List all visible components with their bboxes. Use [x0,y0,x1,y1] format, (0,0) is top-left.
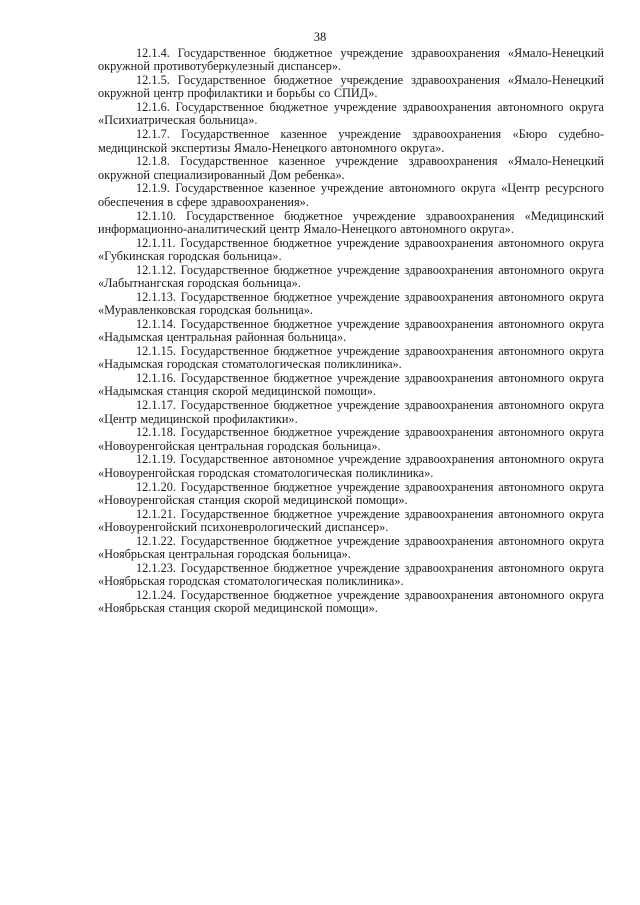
document-body [98,47,604,616]
list-item-12-1-24: 12.1.24. Государственное бюджетное учреждение здравоохранения автономного округа «Ноябрьская станция скорой медицинской помощи». [98,587,604,616]
list-item-12-1-14: 12.1.14. Государственное бюджетное учреждение здравоохранения автономного округа «Надымская центральная районная больница». [98,316,604,345]
list-item-12-1-11: 12.1.11. Государственное бюджетное учреждение здравоохранения автономного округа «Губкинская городская больница». [98,235,604,263]
list-item-12-1-13: 12.1.13. Государственное бюджетное учреждение здравоохранения автономного округа «Муравленковская городская больница». [98,289,604,318]
list-item-12-1-17: 12.1.17. Государственное бюджетное учреждение здравоохранения автономного округа «Центр медицинской профилактики». [98,398,604,426]
list-item-12-1-5: 12.1.5. Государственное бюджетное учреждение здравоохранения «Ямало-Ненецкий окружной центр профилактики и борьбы со СПИД». [98,73,604,101]
list-item-12-1-22: 12.1.22. Государственное бюджетное учреждение здравоохранения автономного округа «Ноябрьская центральная городская больница». [98,533,604,561]
list-item-12-1-8: 12.1.8. Государственное казенное учреждение здравоохранения «Ямало-Ненецкий окружной специализированный Дом ребенка». [98,154,604,182]
list-item-12-1-9: 12.1.9. Государственное казенное учреждение автономного округа «Центр ресурсного обеспечения в сфере здравоохранения». [98,181,604,209]
list-item-12-1-23: 12.1.23. Государственное бюджетное учреждение здравоохранения автономного округа «Ноябрьская городская стоматологическая поликлиника». [98,560,604,589]
list-item-12-1-18: 12.1.18. Государственное бюджетное учреждение здравоохранения автономного округа «Новоуренгойская центральная городская больница». [98,425,604,453]
list-item-12-1-20: 12.1.20. Государственное бюджетное учреждение здравоохранения автономного округа «Новоуренгойская станция скорой медицинской помощи». [98,479,604,507]
list-item-12-1-19: 12.1.19. Государственное автономное учреждение здравоохранения автономного округа «Новоуренгойская городская стоматологическая поликлиника». [98,452,604,480]
list-item-12-1-15: 12.1.15. Государственное бюджетное учреждение здравоохранения автономного округа «Надымская городская стоматологическая поликлиника». [98,344,604,372]
page-number: 38 [313,30,327,44]
list-item-12-1-6: 12.1.6. Государственное бюджетное учреждение здравоохранения автономного округа «Психиатрическая больница». [98,100,604,128]
list-item-12-1-10: 12.1.10. Государственное бюджетное учреждение здравоохранения «Медицинский информационно-аналитический центр Ямало-Ненецкого автономного округа». [98,208,604,236]
list-item-12-1-4: 12.1.4. Государственное бюджетное учреждение здравоохранения «Ямало-Ненецкий окружной противотуберкулезный диспансер». [98,46,604,74]
list-item-12-1-12: 12.1.12. Государственное бюджетное учреждение здравоохранения автономного округа «Лабытнангская городская больница». [98,262,604,291]
list-item-12-1-16: 12.1.16. Государственное бюджетное учреждение здравоохранения автономного округа «Надымская станция скорой медицинской помощи». [98,371,604,399]
list-item-12-1-7: 12.1.7. Государственное казенное учреждение здравоохранения «Бюро судебно-медицинской экспертизы Ямало-Ненецкого автономного округа». [98,127,604,155]
list-item-12-1-21: 12.1.21. Государственное бюджетное учреждение здравоохранения автономного округа «Новоуренгойский психоневрологический диспансер». [98,506,604,534]
